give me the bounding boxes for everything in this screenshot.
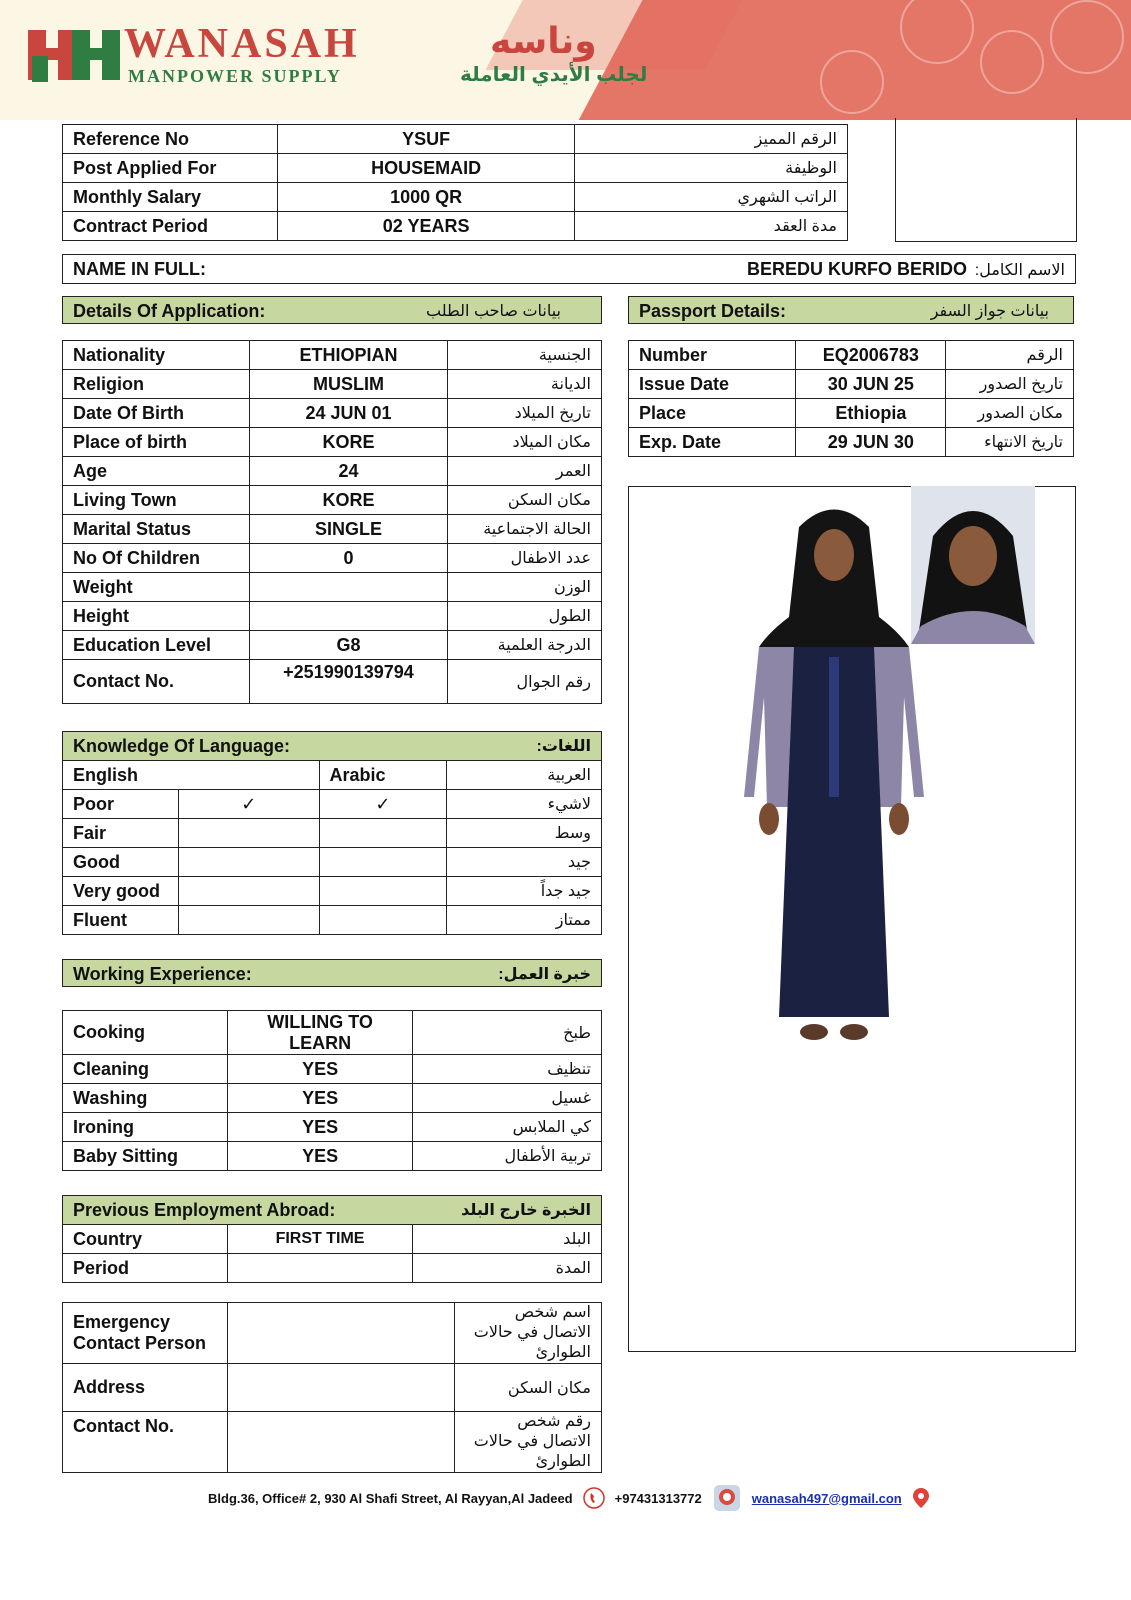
- cell-value: 1000 QR: [277, 183, 575, 212]
- arabic-check: [319, 877, 447, 906]
- cell-label-arabic: تنظيف: [413, 1055, 602, 1084]
- table-row: [63, 1254, 602, 1283]
- english-check: [178, 819, 319, 848]
- full-name-value: BEREDU KURFO BERIDO: [746, 259, 967, 279]
- language-level: Fluent: [63, 906, 179, 935]
- cell-label-arabic: مكان الصدور: [946, 399, 1074, 428]
- cell-label: Nationality: [63, 341, 250, 370]
- cell-label-arabic: كي الملابس: [413, 1113, 602, 1142]
- english-check: [178, 877, 319, 906]
- full-name-row: [62, 254, 1076, 284]
- table-row: [63, 183, 848, 212]
- cell-label-arabic: مكان الميلاد: [448, 428, 602, 457]
- cell-label-arabic: عدد الاطفال: [448, 544, 602, 573]
- passport-photo: [911, 486, 1035, 644]
- language-level-arabic: وسط: [447, 819, 602, 848]
- section-title-arabic: بيانات صاحب الطلب: [426, 303, 561, 320]
- cell-label: Place of birth: [63, 428, 250, 457]
- cell-label-arabic: تاريخ الميلاد: [448, 399, 602, 428]
- cell-label: Issue Date: [629, 370, 796, 399]
- cell-label: Contact No.: [63, 660, 250, 704]
- cell-value: 29 JUN 30: [796, 428, 946, 457]
- cell-value: 30 JUN 25: [796, 370, 946, 399]
- cell-label: Post Applied For: [63, 154, 278, 183]
- cell-value: MUSLIM: [249, 370, 448, 399]
- cell-label-arabic: الرقم: [946, 341, 1074, 370]
- footer: [208, 1483, 930, 1513]
- language-level: Very good: [63, 877, 179, 906]
- arabic-check: ✓: [319, 790, 447, 819]
- cell-label: Country: [63, 1225, 228, 1254]
- brand-tagline-arabic: لجلب الأيدي العاملة: [460, 64, 648, 86]
- cell-value: 0: [249, 544, 448, 573]
- cell-label: Age: [63, 457, 250, 486]
- cell-label-arabic: غسيل: [413, 1084, 602, 1113]
- cell-label: Education Level: [63, 631, 250, 660]
- cell-label: Height: [63, 602, 250, 631]
- arabic-check: [319, 848, 447, 877]
- table-row: [63, 1412, 602, 1473]
- arabic-check: [319, 819, 447, 848]
- cell-value: KORE: [249, 486, 448, 515]
- cell-label: Monthly Salary: [63, 183, 278, 212]
- cell-label-arabic: الطول: [448, 602, 602, 631]
- passport-table: [628, 340, 1074, 457]
- table-row: [63, 486, 602, 515]
- cell-label-arabic: الديانة: [448, 370, 602, 399]
- language-level: Fair: [63, 819, 179, 848]
- section-title: Details Of Application:: [73, 301, 266, 321]
- application-section-header: [62, 296, 602, 324]
- cell-label-arabic: اسم شخص الاتصال في حالات الطوارئ: [455, 1303, 602, 1364]
- full-name-label-arabic: الاسم الكامل:: [974, 262, 1065, 279]
- cell-value: 02 YEARS: [277, 212, 575, 241]
- language-section-header: [63, 732, 602, 761]
- cell-value: 24: [249, 457, 448, 486]
- cell-label: Emergency Contact Person: [63, 1303, 228, 1364]
- cell-label: Weight: [63, 573, 250, 602]
- english-check: ✓: [178, 790, 319, 819]
- table-row: [63, 790, 602, 819]
- cell-label: Period: [63, 1254, 228, 1283]
- footer-email-link[interactable]: wanasah497@gmail.con: [751, 1490, 902, 1506]
- section-title-arabic: خبرة العمل:: [498, 966, 591, 983]
- cell-label: Contract Period: [63, 212, 278, 241]
- language-table: [62, 731, 602, 935]
- table-row: [63, 457, 602, 486]
- language-level: Good: [63, 848, 179, 877]
- cell-value: [227, 1303, 454, 1364]
- table-row: [629, 399, 1074, 428]
- cell-label-arabic: مكان السكن: [455, 1364, 602, 1412]
- photo-area: [628, 486, 1076, 1352]
- table-row: [63, 428, 602, 457]
- language-level-arabic: جيد جداً: [447, 877, 602, 906]
- letterhead: [0, 0, 1131, 120]
- cell-value: [227, 1254, 413, 1283]
- arabic-check: [319, 906, 447, 935]
- previous-employment-table: [62, 1195, 602, 1283]
- column-arabic-label: العربية: [447, 761, 602, 790]
- cell-value: YES: [227, 1113, 413, 1142]
- english-check: [178, 848, 319, 877]
- cell-value: YSUF: [277, 125, 575, 154]
- section-title-arabic: اللغات:: [447, 732, 602, 761]
- table-row: [63, 1142, 602, 1171]
- table-row: [63, 1364, 602, 1412]
- table-row: [63, 212, 848, 241]
- cell-label: Number: [629, 341, 796, 370]
- language-level-arabic: لاشيء: [447, 790, 602, 819]
- cell-value: G8: [249, 631, 448, 660]
- language-level: Poor: [63, 790, 179, 819]
- table-row: [63, 154, 848, 183]
- cell-value: [249, 602, 448, 631]
- full-body-photo: [739, 497, 929, 1057]
- table-row: [63, 544, 602, 573]
- table-row: [63, 602, 602, 631]
- table-row: [63, 515, 602, 544]
- table-row: [63, 1113, 602, 1142]
- table-row: [63, 399, 602, 428]
- phone-icon: [583, 1487, 605, 1509]
- cell-value: YES: [227, 1084, 413, 1113]
- table-row: [63, 631, 602, 660]
- cell-value: 24 JUN 01: [249, 399, 448, 428]
- table-row: [63, 1303, 602, 1364]
- cell-label: Washing: [63, 1084, 228, 1113]
- table-row: [63, 877, 602, 906]
- cell-value: FIRST TIME: [227, 1225, 413, 1254]
- brand-tagline: MANPOWER SUPPLY: [128, 66, 342, 86]
- table-row: [63, 660, 602, 704]
- cell-label: Address: [63, 1364, 228, 1412]
- column-english: English: [63, 761, 320, 790]
- cell-label: Place: [629, 399, 796, 428]
- top-info-table: [62, 124, 848, 241]
- cell-label-arabic: رقم شخص الاتصال في حالات الطوارئ: [455, 1412, 602, 1473]
- cell-value: SINGLE: [249, 515, 448, 544]
- company-logo-icon: [28, 26, 120, 84]
- table-row: [63, 341, 602, 370]
- table-row: [629, 341, 1074, 370]
- cell-label-arabic: الحالة الاجتماعية: [448, 515, 602, 544]
- footer-phone: +97431313772: [614, 1490, 702, 1506]
- cell-value: +251990139794: [249, 660, 448, 704]
- cell-label-arabic: البلد: [413, 1225, 602, 1254]
- cell-value: YES: [227, 1142, 413, 1171]
- cell-label-arabic: مكان السكن: [448, 486, 602, 515]
- cell-label-arabic: تاريخ الانتهاء: [946, 428, 1074, 457]
- section-title: Passport Details:: [639, 301, 787, 321]
- table-row: [63, 573, 602, 602]
- cell-label: Contact No.: [63, 1412, 228, 1473]
- cell-label: Religion: [63, 370, 250, 399]
- table-row: [629, 428, 1074, 457]
- brand-name: WANASAH: [124, 21, 360, 67]
- table-row: [63, 1084, 602, 1113]
- cell-value: [227, 1364, 454, 1412]
- cell-label: Cooking: [63, 1011, 228, 1055]
- section-title: Knowledge Of Language:: [63, 732, 447, 761]
- cell-label-arabic: الراتب الشهري: [575, 183, 848, 212]
- section-title: Working Experience:: [73, 964, 252, 984]
- cell-label: Reference No: [63, 125, 278, 154]
- cell-value: HOUSEMAID: [277, 154, 575, 183]
- cell-label-arabic: المدة: [413, 1254, 602, 1283]
- table-row: [63, 819, 602, 848]
- cell-label: Exp. Date: [629, 428, 796, 457]
- brand-name-arabic: وناسه: [490, 20, 597, 61]
- section-title-arabic: بيانات جواز السفر: [930, 303, 1049, 320]
- full-name-label: NAME IN FULL:: [73, 259, 206, 279]
- cell-label: Living Town: [63, 486, 250, 515]
- email-icon: [712, 1483, 742, 1513]
- table-row: [63, 1225, 602, 1254]
- cell-label: Ironing: [63, 1113, 228, 1142]
- cell-label-arabic: رقم الجوال: [448, 660, 602, 704]
- cell-label: No Of Children: [63, 544, 250, 573]
- experience-section-header: [62, 959, 602, 987]
- cell-label: Marital Status: [63, 515, 250, 544]
- english-check: [178, 906, 319, 935]
- cell-label: Baby Sitting: [63, 1142, 228, 1171]
- cell-label-arabic: الدرجة العلمية: [448, 631, 602, 660]
- cell-label-arabic: الجنسية: [448, 341, 602, 370]
- cell-label-arabic: العمر: [448, 457, 602, 486]
- cell-value: ETHIOPIAN: [249, 341, 448, 370]
- language-level-arabic: جيد: [447, 848, 602, 877]
- emergency-contact-table: [62, 1302, 602, 1473]
- cell-label-arabic: طبخ: [413, 1011, 602, 1055]
- table-row: [63, 370, 602, 399]
- cell-value: [249, 573, 448, 602]
- language-level-arabic: ممتاز: [447, 906, 602, 935]
- previous-section-header: [63, 1196, 602, 1225]
- cell-label-arabic: الوزن: [448, 573, 602, 602]
- cell-label: Date Of Birth: [63, 399, 250, 428]
- location-pin-icon: [912, 1487, 930, 1509]
- cell-value: [227, 1412, 454, 1473]
- table-row: [63, 125, 848, 154]
- passport-section-header: [628, 296, 1074, 324]
- section-title-arabic: الخبرة خارج البلد: [413, 1196, 602, 1225]
- cell-value: WILLING TO LEARN: [227, 1011, 413, 1055]
- table-row: [63, 1011, 602, 1055]
- cell-value: Ethiopia: [796, 399, 946, 428]
- cell-label: Cleaning: [63, 1055, 228, 1084]
- cell-label-arabic: الرقم المميز: [575, 125, 848, 154]
- footer-address: Bldg.36, Office# 2, 930 Al Shafi Street, Al Rayyan,Al Jadeed: [208, 1490, 573, 1506]
- column-arabic: Arabic: [319, 761, 447, 790]
- experience-table: [62, 1010, 602, 1171]
- table-row: [63, 906, 602, 935]
- photo-box-empty: [895, 118, 1077, 242]
- cell-label-arabic: تاريخ الصدور: [946, 370, 1074, 399]
- cell-label-arabic: مدة العقد: [575, 212, 848, 241]
- cell-value: KORE: [249, 428, 448, 457]
- cell-label-arabic: الوظيفة: [575, 154, 848, 183]
- cell-value: EQ2006783: [796, 341, 946, 370]
- cell-value: YES: [227, 1055, 413, 1084]
- table-row: [629, 370, 1074, 399]
- application-table: [62, 340, 602, 704]
- section-title: Previous Employment Abroad:: [63, 1196, 413, 1225]
- cell-label-arabic: تربية الأطفال: [413, 1142, 602, 1171]
- table-row: [63, 761, 602, 790]
- table-row: [63, 848, 602, 877]
- table-row: [63, 1055, 602, 1084]
